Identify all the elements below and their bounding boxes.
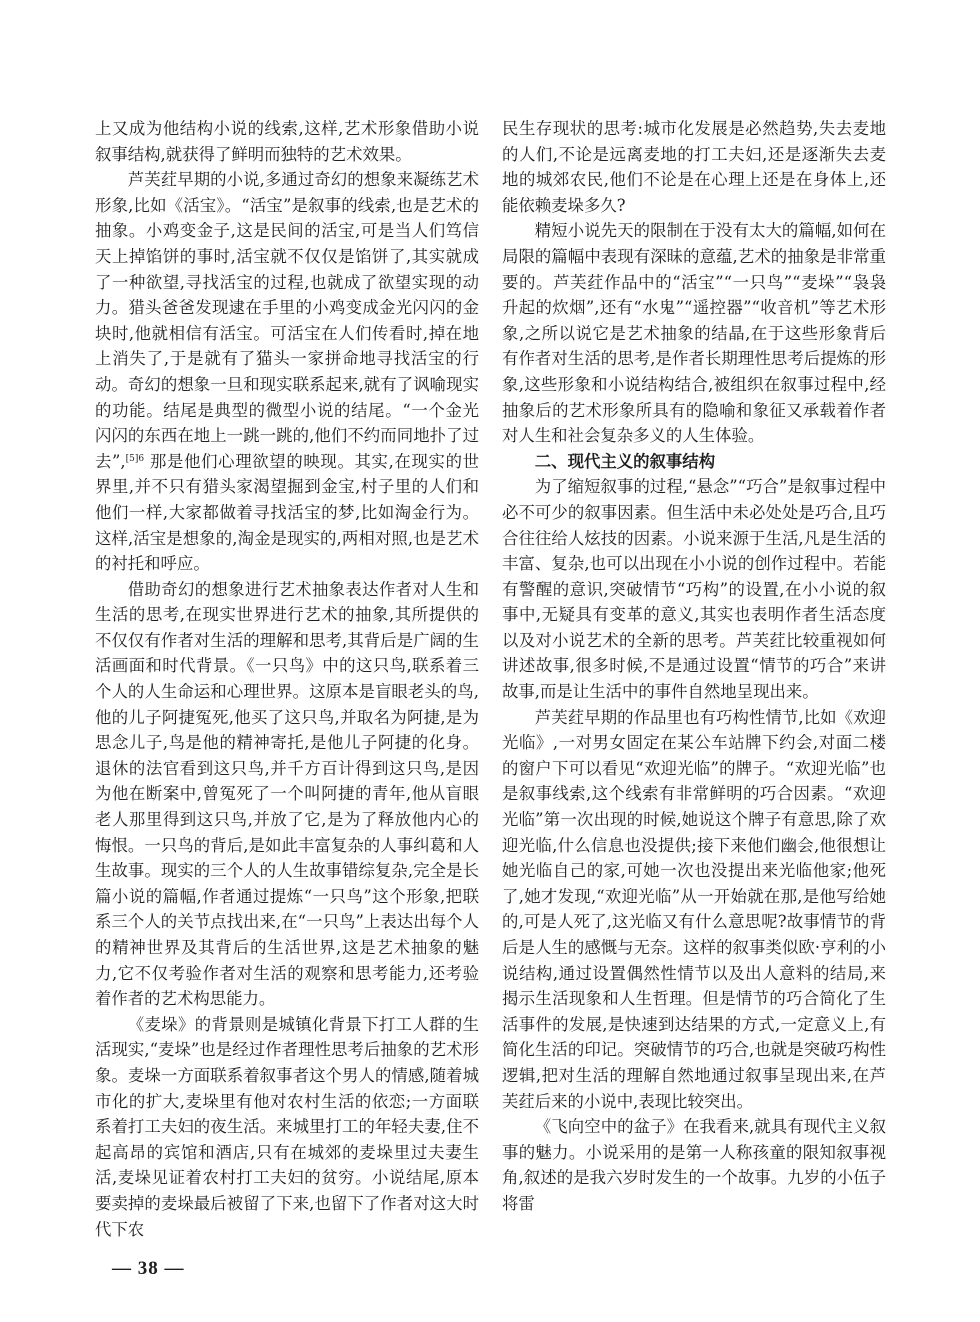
paragraph-abstraction: 精短小说先天的限制在于没有太大的篇幅,如何在局限的篇幅中表现有深昧的意蕴,艺术的抽象是非常重要的。芦芙荭作品中的“活宝”“一只鸟”“麦垛”“袅袅升起的炊烟”,还有“水鬼”“遥控器”“收音机”等艺术形象,之所以说它是艺术抽象的结晶,在于这些形象背后有作者对生活的思考,是作者长期理性思考后提炼的形象,这些形象和小说结构结合,被组织在叙事过程中,经抽象后的艺术形象所具有的隐喻和象征又承载着作者对人生和社会复杂多义的人生体验。 <box>502 221 886 446</box>
right-column <box>502 116 886 1217</box>
text-columns <box>95 116 980 1242</box>
paragraph-text: 芦芙荭早期的小说,多通过奇幻的想象来凝练艺术形象,比如《活宝》。“活宝”是叙事的线索,也是艺术的抽象。小鸡变金子,这是民间的活宝,可是当人们笃信天上掉馅饼的事时,活宝就不仅仅是馅饼了,其实就成了一种欲望,寻找活宝的过程,也就成了欲望实现的动力。猎头爸爸发现逮在手里的小鸡变成金光闪闪的金块时,他就相信有活宝。可活宝在人们传看时,掉在地上消失了,于是就有了猫头一家拼命地寻找活宝的行动。奇幻的想象一旦和现实联系起来,就有了讽喻现实的功能。结尾是典型的微型小说的结尾。“一个金光闪闪的东西在地上一跳一跳的,他们不约而同地扑了过去”, <box>95 170 479 471</box>
paragraph-yizhiniao: 借助奇幻的想象进行艺术抽象表达作者对人生和生活的思考,在现实世界进行艺术的抽象,其所提供的不仅仅有作者对生活的理解和思考,其背后是广阔的生活画面和时代背景。《一只鸟》中的这只鸟,联系着三个人的人生命运和心理世界。这原本是盲眼老头的鸟,他的儿子阿捷冤死,他买了这只鸟,并取名为阿捷,是为思念儿子,鸟是他的精神寄托,是他儿子阿捷的化身。退休的法官看到这只鸟,并千方百计得到这只鸟,是因为他在断案中,曾冤死了一个叫阿捷的青年,他从盲眼老人那里得到这只鸟,并放了它,是为了释放他内心的悔恨。一只鸟的背后,是如此丰富复杂的人事纠葛和人生故事。现实的三个人的人生故事错综复杂,完全是长篇小说的篇幅,作者通过提炼“一只鸟”这个形象,把联系三个人的关节点找出来,在“一只鸟”上表达出每个人的精神世界及其背后的生活世界,这是艺术抽象的魅力,它不仅考验作者对生活的观察和思考能力,还考验着作者的艺术构思能力。 <box>95 579 479 1009</box>
paragraph-welcome: 芦芙荭早期的作品里也有巧构性情节,比如《欢迎光临》,一对男女固定在某公车站牌下约会,对面二楼的窗户下可以看见“欢迎光临”的牌子。“欢迎光临”也是叙事线索,这个线索有非常鲜明的巧合因素。“欢迎光临”第一次出现的时候,她说这个牌子有意思,除了欢迎光临,什么信息也没提供;接下来他们幽会,他很想让她光临自己的家,可她一次也没提出来光临他家;他死了,她才发现,“欢迎光临”从一开始就在那,是他写给她的,可是人死了,这光临又有什么意思呢?故事情节的背后是人生的感慨与无奈。这样的叙事类似欧·亨利的小说结构,通过设置偶然性情节以及出人意料的结局,来揭示生活现象和人生哲理。但是情节的巧合简化了生活事件的发展,是快速到达结果的方式,一定意义上,有简化生活的印记。突破情节的巧合,也就是突破巧构性逻辑,把对生活的理解自然地通过叙事呈现出来,在芦芙荭后来的小说中,表现比较突出。 <box>502 707 886 1111</box>
paragraph-flying-basin: 《飞向空中的盆子》在我看来,就具有现代主义叙事的魅力。小说采用的是第一人称孩童的限知叙事视角,叙述的是我六岁时发生的一个故事。九岁的小伍子将雷 <box>502 1117 886 1213</box>
paragraph-huobao <box>95 167 479 577</box>
paragraph-text: 那是他们心理欲望的映现。其实,在现实的世界里,并不只有猎头家渴望掘到金宝,村子里的人们和他们一样,大家都做着寻找活宝的梦,比如淘金行为。这样,活宝是想象的,淘金是现实的,两相对照,也是艺术的衬托和呼应。 <box>95 451 480 574</box>
section-heading: 二、现代主义的叙事结构 <box>534 451 716 471</box>
citation-marker: [5]6 <box>125 453 145 464</box>
paragraph-narrative: 为了缩短叙事的过程,“悬念”“巧合”是叙事过程中必不可少的叙事因素。但生活中未必处处是巧合,且巧合往往给人炫技的因素。小说来源于生活,凡是生活的丰富、复杂,也可以出现在小小说的创作过程中。若能有警醒的意识,突破情节“巧构”的设置,在小小说的叙事中,无疑具有变革的意义,其实也表明作者生活态度以及对小说艺术的全新的思考。芦芙荭比较重视如何讲述故事,很多时候,不是通过设置“情节的巧合”来讲故事,而是让生活中的事件自然地呈现出来。 <box>502 477 886 702</box>
left-column <box>95 116 479 1242</box>
paragraph-maiduo: 《麦垛》的背景则是城镇化背景下打工人群的生活现实,“麦垛”也是经过作者理性思考后抽象的艺术形象。麦垛一方面联系着叙事者这个男人的情感,随着城市化的扩大,麦垛里有他对农村生活的依恋;一方面联系着打工夫妇的夜生活。来城里打工的年轻夫妻,住不起高昂的宾馆和酒店,只有在城郊的麦垛里过夫妻生活,麦垛见证着农村打工夫妇的贫穷。小说结尾,原本要卖掉的麦垛最后被留了下来,也留下了作者对这大时代下农 <box>95 1014 479 1239</box>
page-number: — 38 — <box>112 1258 185 1280</box>
paragraph-continuation: 民生存现状的思考:城市化发展是必然趋势,失去麦地的人们,不论是远离麦地的打工夫妇,还是逐渐失去麦地的城郊农民,他们不论是在心理上还是在身体上,还能依赖麦垛多久? <box>502 119 886 215</box>
paragraph-continuation: 上又成为他结构小说的线索,这样,艺术形象借助小说叙事结构,就获得了鲜明而独特的艺术效果。 <box>95 119 479 164</box>
